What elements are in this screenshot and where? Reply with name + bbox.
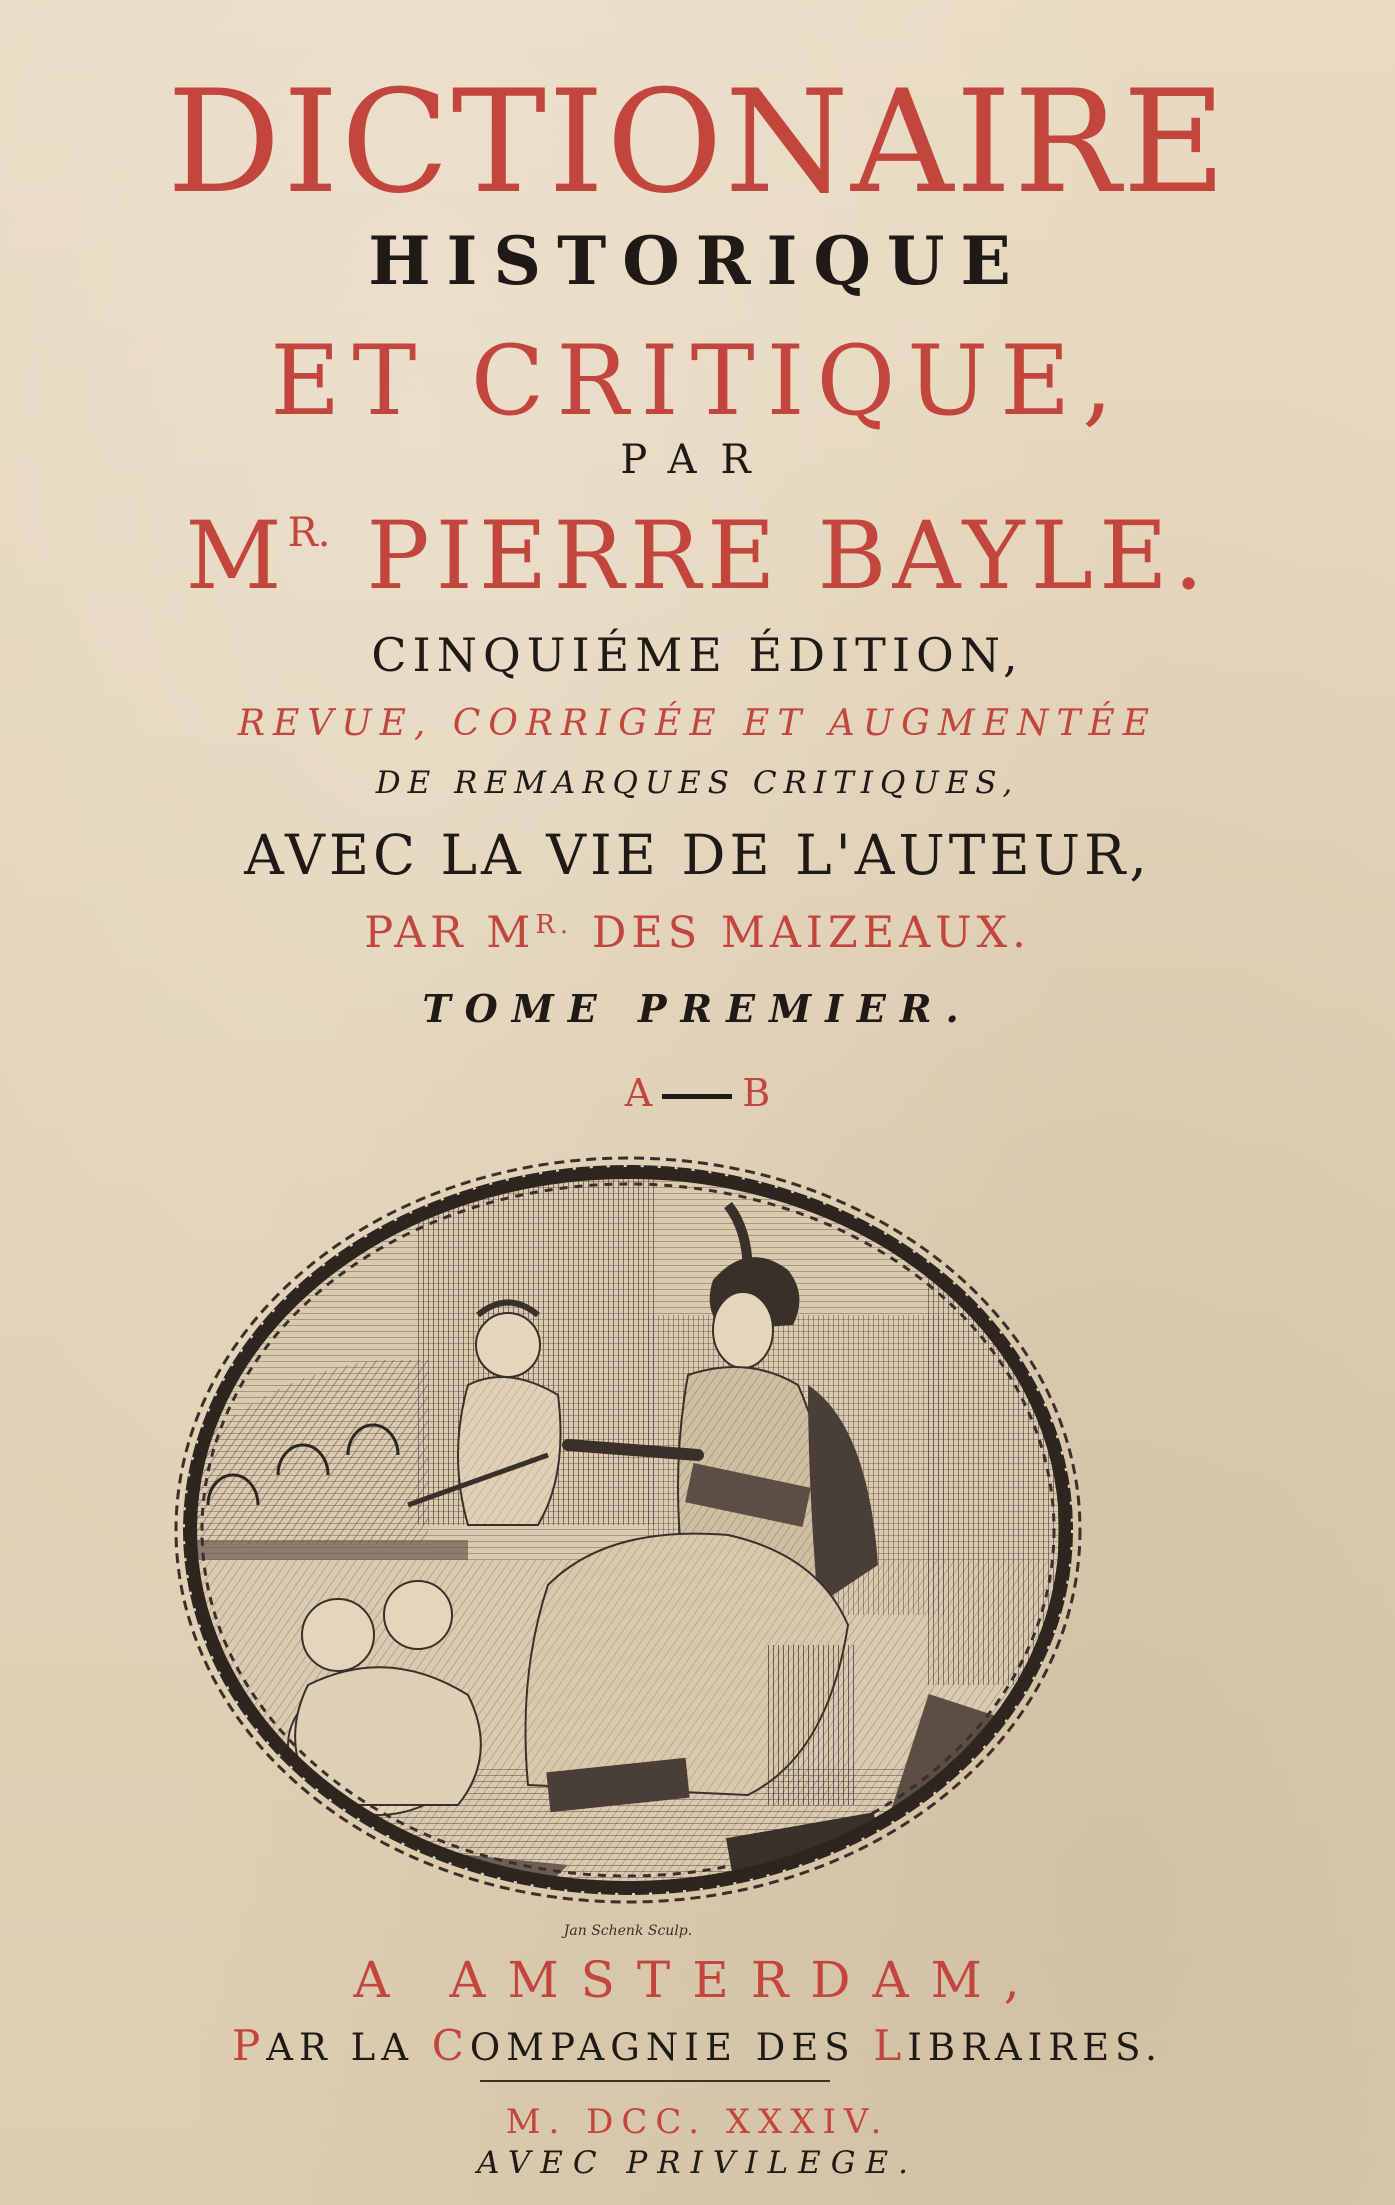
range-to: B [742, 1071, 771, 1115]
engraved-vignette [168, 1145, 1088, 1945]
title-historique: HISTORIQUE [368, 222, 1027, 300]
tome-line: TOME PREMIER. [422, 986, 973, 1031]
publisher-red-initial: C [431, 2021, 470, 2070]
author-prefix-sup: R. [287, 510, 331, 556]
volume-range [0, 1071, 1395, 1115]
revue-line: REVUE, CORRIGÉE ET AUGMENTÉE [237, 703, 1158, 744]
edition-line: CINQUIÉME ÉDITION, [371, 628, 1024, 682]
maizeaux-line [0, 908, 1395, 958]
publisher-text: OMPAGNIE DES [469, 2026, 874, 2069]
engraving-scene [168, 1145, 1088, 1945]
maizeaux-name: DES MAIZEAUX. [591, 908, 1031, 958]
title-dictionaire: DICTIONAIRE [166, 60, 1229, 225]
maizeaux-sup: R. [535, 910, 574, 940]
imprint-rule [480, 2080, 830, 2082]
vie-line: AVEC LA VIE DE L'AUTEUR, [244, 823, 1151, 887]
remarques-line: DE REMARQUES CRITIQUES, [375, 765, 1020, 801]
privilege-line: AVEC PRIVILEGE. [477, 2145, 918, 2181]
publisher-red-initial: L [873, 2021, 908, 2070]
publisher-text: IBRAIRES. [907, 2026, 1163, 2069]
author-prefix: M [185, 502, 288, 611]
title-et-critique: ET CRITIQUE, [270, 325, 1125, 437]
imprint-publisher [0, 2021, 1395, 2070]
publisher-red-initial: P [232, 2021, 267, 2070]
range-dash [662, 1094, 732, 1099]
author-line [0, 502, 1395, 611]
par-label: PAR [620, 437, 775, 483]
maizeaux-par: PAR M [364, 908, 536, 958]
engraver-signature: Jan Schenk Sculp. [563, 1923, 693, 1939]
author-name: PIERRE BAYLE. [366, 502, 1210, 611]
range-from: A [624, 1071, 653, 1115]
imprint-city: A AMSTERDAM, [353, 1951, 1042, 2009]
publisher-text: AR LA [266, 2026, 432, 2069]
imprint-year: M. DCC. XXXIV. [505, 2102, 890, 2142]
